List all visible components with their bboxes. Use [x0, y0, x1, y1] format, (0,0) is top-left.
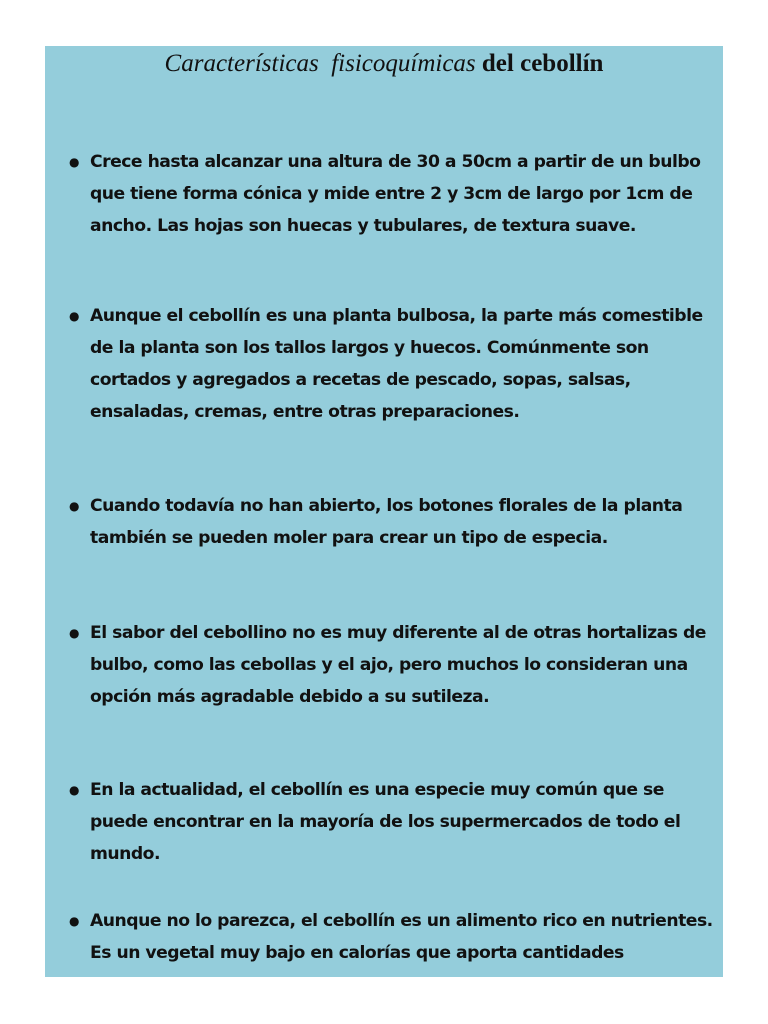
bullet-dot-icon: ● — [69, 914, 80, 928]
bullet-text — [90, 300, 722, 428]
bullet-text — [90, 774, 722, 870]
bullet-line: cortados y agregados a recetas de pescado, sopas, salsas, — [90, 370, 631, 390]
title-regular-part: del cebollín — [481, 50, 604, 77]
title-italic-word-1: Características — [164, 50, 319, 77]
bullet-line: ancho. Las hojas son huecas y tubulares, de textura suave. — [90, 216, 636, 236]
bullet-text — [90, 617, 722, 713]
bullet-line: Cuando todavía no han abierto, los botones florales de la planta — [90, 496, 683, 516]
bullet-line: El sabor del cebollino no es muy diferente al de otras hortalizas de — [90, 623, 706, 643]
bullet-dot-icon: ● — [69, 309, 80, 323]
document-title — [45, 50, 723, 78]
bullet-line: bulbo, como las cebollas y el ajo, pero muchos lo consideran una — [90, 655, 688, 675]
bullet-line: Es un vegetal muy bajo en calorías que aporta cantidades — [90, 943, 624, 963]
bullet-line: mundo. — [90, 844, 161, 864]
bullet-text — [90, 146, 722, 242]
bullet-dot-icon: ● — [69, 783, 80, 797]
bullet-dot-icon: ● — [69, 499, 80, 513]
title-italic-word-2: fisicoquímicas — [331, 50, 476, 77]
bullet-line: Aunque el cebollín es una planta bulbosa, la parte más comestible — [90, 306, 703, 326]
document-panel — [45, 46, 723, 977]
bullet-text — [90, 905, 722, 969]
bullet-line: también se pueden moler para crear un tipo de especia. — [90, 528, 608, 548]
bullet-line: de la planta son los tallos largos y huecos. Comúnmente son — [90, 338, 649, 358]
bullet-line: En la actualidad, el cebollín es una especie muy común que se — [90, 780, 664, 800]
bullet-text — [90, 490, 722, 554]
bullet-line: ensaladas, cremas, entre otras preparaciones. — [90, 402, 520, 422]
bullet-line: que tiene forma cónica y mide entre 2 y 3cm de largo por 1cm de — [90, 184, 693, 204]
bullet-line: opción más agradable debido a su sutileza. — [90, 687, 490, 707]
bullet-line: Aunque no lo parezca, el cebollín es un alimento rico en nutrientes. — [90, 911, 713, 931]
bullet-line: puede encontrar en la mayoría de los supermercados de todo el — [90, 812, 681, 832]
bullet-line: Crece hasta alcanzar una altura de 30 a 50cm a partir de un bulbo — [90, 152, 701, 172]
bullet-dot-icon: ● — [69, 155, 80, 169]
bullet-dot-icon: ● — [69, 626, 80, 640]
